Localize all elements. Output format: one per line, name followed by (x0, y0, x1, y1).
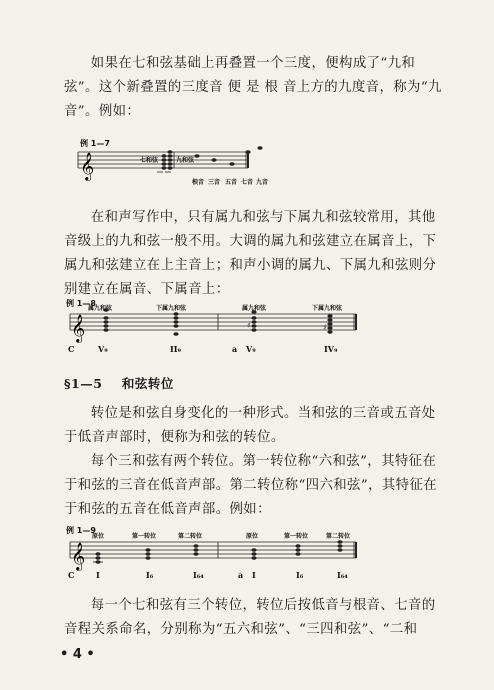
roman-numeral: II₉ (170, 344, 181, 354)
treble-clef-icon: 𝄞 (71, 314, 86, 342)
chord-group-label: 下属九和弦 (156, 305, 187, 312)
chord-group-label: 属九和弦 (88, 305, 113, 312)
roman-numeral: V₉ (98, 344, 108, 354)
chord-group-label: 属九和弦 (242, 305, 267, 312)
roman-numeral: V₉ (246, 344, 256, 354)
roman-numeral: I (96, 570, 100, 580)
inversion-label: 第一转位 (284, 533, 309, 540)
section-heading (64, 374, 174, 392)
note-label: 七音 (241, 179, 254, 186)
staff-example-1-7 (0, 140, 494, 200)
inversion-label: 原位 (246, 533, 259, 540)
chord-group-label: 下属九和弦 (312, 305, 343, 312)
svg-text:♯: ♯ (323, 323, 327, 332)
svg-text:♯: ♯ (247, 321, 251, 330)
inversion-label: 第二转位 (178, 533, 203, 540)
roman-numeral: I (252, 570, 256, 580)
staff-example-1-9 (0, 528, 494, 593)
example-label: 例 1—7 (80, 139, 110, 148)
roman-numeral: I₆ (146, 570, 154, 580)
chord-label-ninth: 九和弦 (176, 157, 195, 164)
paragraph-dominant-ninth: 在和声写作中，只有属九和弦与下属九和弦较常用，其他音级上的九和弦一般不用。大调的属九和弦建立在属音上，下属九和弦建立在上主音上；和声小调的属九、下属九和弦则分别建立在属音、下属音上： (64, 210, 437, 297)
paragraph-triad-inversions: 每个三和弦有两个转位。第一转位称“六和弦”，其特征在于和弦的三音在低音声部。第二转位称“四六和弦”，其特征在于和弦的五音在低音声部。例如： (64, 454, 438, 517)
note-label: 九音 (256, 179, 269, 186)
roman-numeral: I₆₄ (337, 570, 348, 580)
inversion-label: 第一转位 (132, 533, 157, 540)
inversion-label: 原位 (92, 533, 105, 540)
note-label: 三音 (208, 179, 221, 186)
treble-clef-icon: 𝄞 (71, 542, 86, 570)
treble-clef-icon: 𝄞 (80, 152, 95, 180)
section-number: §1—5 (64, 376, 103, 391)
paragraph-ninth-chord-intro: 如果在七和弦基础上再叠置一个三度，便构成了“九和弦”。这个新叠置的三度音 便 是 根 音上方的九度音，称为“九音”。例如： (64, 56, 442, 119)
example-label: 例 1—9 (66, 526, 96, 535)
key-label-major: C (68, 344, 75, 354)
roman-numeral: IV₉ (324, 344, 338, 354)
key-label-minor: a (232, 344, 238, 354)
staff-example-1-8 (0, 300, 494, 370)
example-label: 例 1—8 (66, 299, 96, 308)
paragraph-seventh-inversions: 每一个七和弦有三个转位，转位后按低音与根音、七音的音程关系命名，分别称为“五六和弦”、“三四和弦”、“二和 (64, 598, 436, 637)
key-label-major: C (68, 570, 75, 580)
note-label: 五音 (225, 179, 238, 186)
roman-numeral: I₆ (296, 570, 304, 580)
chord-label-seventh: 七和弦 (140, 157, 159, 164)
key-label-minor: a (238, 570, 244, 580)
paragraph-inversion-def: 转位是和弦自身变化的一种形式。当和弦的三音或五音处于低音声部时，便称为和弦的转位。 (64, 406, 436, 445)
page-number: • 4 • (60, 647, 95, 662)
note-label: 根音 (192, 179, 205, 186)
section-title: 和弦转位 (121, 376, 174, 391)
inversion-label: 第二转位 (326, 533, 351, 540)
roman-numeral: I₆₄ (193, 570, 204, 580)
